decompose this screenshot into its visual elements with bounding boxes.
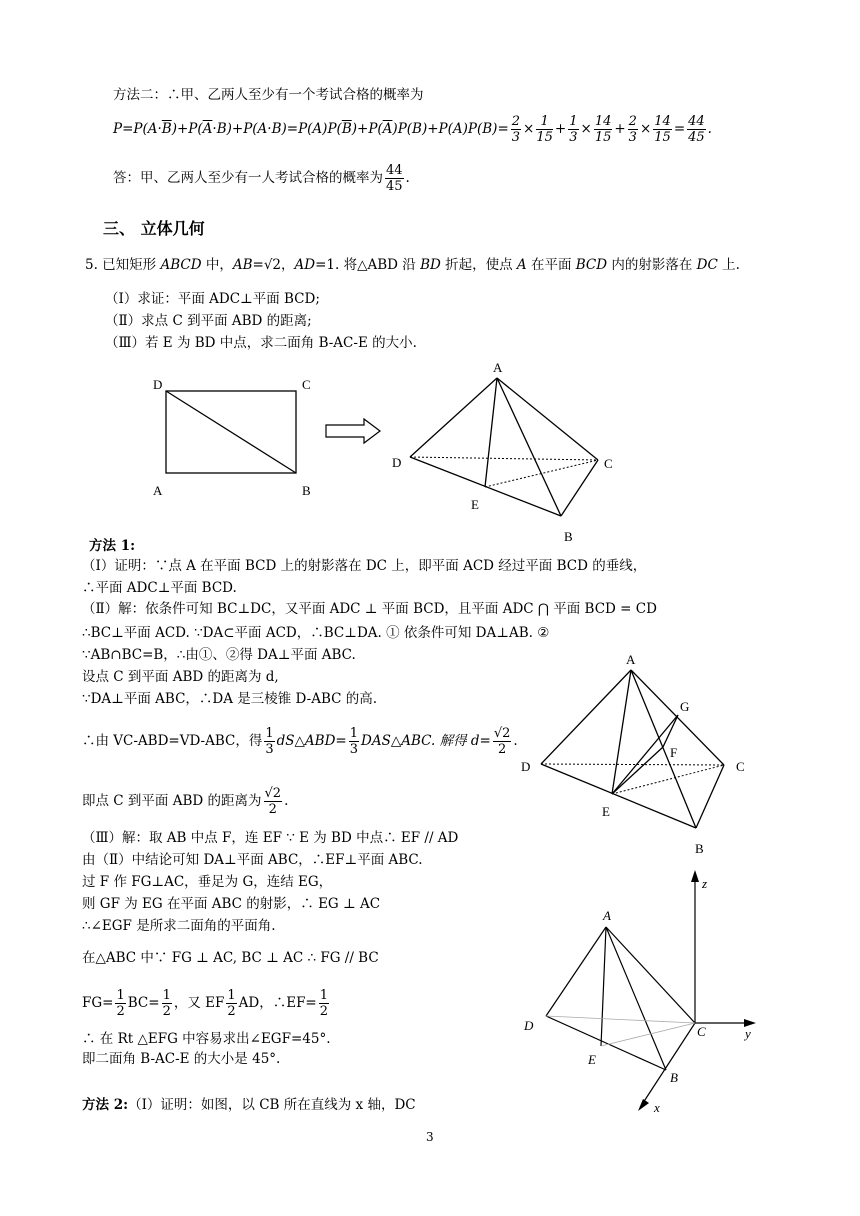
probability-formula: $P=P(A\cdot\overline{B})+P(\overline{A}\cdot B)+P(A\cdot B)=P(A)P(\overline{B})+P(\overline{A})P(B)+P(A)P(B)=$ $\frac{2}{3}$ × $\frac{1}{15}$ + $\frac{1}{3}$ × $\frac{14}{15}$ + $\frac{2}{3}$ × $\frac{14}{15}$ = $\frac{44}{45}$ . <box>113 114 712 145</box>
m1-line-6: 设点 C 到平面 ABD 的距离为 d, <box>82 669 279 685</box>
label-d4: D <box>524 1018 534 1033</box>
label-e2: E <box>471 497 479 512</box>
fraction: $\frac{1}{2}$ <box>319 988 329 1019</box>
fraction: $\frac{1}{3}$ <box>569 114 578 145</box>
m1-line-18: 即二面角 B-AC-E 的大小是 45°. <box>82 1051 281 1067</box>
label-y: y <box>745 1026 751 1041</box>
label-a2: A <box>493 360 503 375</box>
answer-line: 答：甲、乙两人至少有一人考试合格的概率为 $\frac{44}{45}$ . <box>113 163 410 194</box>
method2-intro: 方法二：∴甲、乙两人至少有一个考试合格的概率为 <box>113 87 424 103</box>
fraction: $\frac{√2}{2}$ <box>493 726 511 757</box>
fraction: $\frac{√2}{2}$ <box>264 786 282 817</box>
fraction: $\frac{1}{2}$ <box>116 988 125 1019</box>
label-z: z <box>702 876 708 891</box>
label-c3: C <box>736 759 745 774</box>
label-e4: E <box>588 1052 596 1067</box>
m1-line-17: ∴ 在 Rt △EFG 中容易求出∠EGF=45°. <box>82 1031 331 1047</box>
m1-line-3: （Ⅱ）解：依条件可知 BC⊥DC，又平面 ADC ⊥ 平面 BCD，且平面 ADC ⋂ 平面 BCD = CD <box>82 601 657 617</box>
label-b2: B <box>564 529 573 544</box>
m1-line-13: 则 GF 为 EG 在平面 ABC 的射影，∴ EG ⊥ AC <box>82 896 381 912</box>
m1-line-1: （Ⅰ）证明：∵点 A 在平面 BCD 上的射影落在 DC 上，即平面 ACD 经过平面 BCD 的垂线， <box>82 558 647 574</box>
fraction: $\frac{1}{2}$ <box>227 988 236 1019</box>
m1-line-4: ∴BC⊥平面 ACD. ∵DA⊂平面 ACD，∴BC⊥DA. ① 依条件可知 DA⊥AB. ② <box>82 625 550 641</box>
label-a3: A <box>626 652 636 667</box>
label-e3: E <box>602 804 610 819</box>
problem-stem: 5. 已知矩形 ABCD 中，AB=√2，AD=1. 将△ABD 沿 BD 折起，使点 A 在平面 BCD 内的射影落在 DC 上. <box>85 257 740 273</box>
method2-line: 方法 2:（Ⅰ）证明：如图，以 CB 所在直线为 x 轴，DC <box>82 1097 416 1113</box>
label-d3: D <box>521 759 531 774</box>
label-b1: B <box>302 483 311 498</box>
question-1: （Ⅰ）求证：平面 ADC⊥平面 BCD; <box>105 291 320 307</box>
m1-line-10: （Ⅲ）解：取 AB 中点 F，连 EF ∵ E 为 BD 中点∴ EF // AD <box>82 830 459 846</box>
label-c1: C <box>302 377 311 392</box>
section-title: 三、 立体几何 <box>103 219 205 238</box>
question-3: （Ⅲ）若 E 为 BD 中点，求二面角 B-AC-E 的大小. <box>105 335 417 351</box>
page-number: 3 <box>426 1130 434 1144</box>
label-a4: A <box>603 908 611 923</box>
question-2: （Ⅱ）求点 C 到平面 ABD 的距离; <box>105 313 312 329</box>
label-d2: D <box>392 455 402 470</box>
label-b3: B <box>695 841 704 856</box>
fraction: $\frac{14}{15}$ <box>594 114 612 145</box>
m1-line-12: 过 F 作 FG⊥AC，垂足为 G，连结 EG， <box>82 874 333 890</box>
label-d1: D <box>153 377 163 392</box>
m1-line-9: 即点 C 到平面 ABD 的距离为 $\frac{√2}{2}$ . <box>82 786 289 817</box>
label-g3: G <box>680 699 690 714</box>
fraction: $\frac{2}{3}$ <box>511 114 521 145</box>
fraction: $\frac{2}{3}$ <box>628 114 637 145</box>
label-c4: C <box>697 1024 706 1039</box>
label-a1: A <box>153 483 163 498</box>
m1-line-11: 由（Ⅱ）中结论可知 DA⊥平面 ABC，∴EF⊥平面 ABC. <box>82 852 423 868</box>
label-c2: C <box>604 456 613 471</box>
fraction: $\frac{14}{15}$ <box>654 114 671 145</box>
label-b4: B <box>670 1070 678 1085</box>
m1-line-5: ∵AB∩BC=B，∴由①、②得 DA⊥平面 ABC. <box>82 647 356 663</box>
fraction: $\frac{1}{3}$ <box>265 726 274 757</box>
m1-line-7: ∵DA⊥平面 ABC，∴DA 是三棱锥 D-ABC 的高. <box>82 691 378 707</box>
fraction: $\frac{44}{45}$ <box>386 163 403 194</box>
m1-line-2: ∴平面 ADC⊥平面 BCD. <box>82 580 237 596</box>
label-f3: F <box>670 745 678 760</box>
method1-title: 方法 1: <box>89 538 136 554</box>
label-x: x <box>654 1100 660 1115</box>
m1-line-15: 在△ABC 中∵ FG ⊥ AC, BC ⊥ AC ∴ FG // BC <box>82 950 379 966</box>
m1-line-16: FG= $\frac{1}{2}$ BC= $\frac{1}{2}$ ，又 EF $\frac{1}{2}$ AD，∴EF= $\frac{1}{2}$ <box>82 988 329 1019</box>
fraction: $\frac{44}{45}$ <box>688 114 705 145</box>
fraction: $\frac{1}{15}$ <box>536 114 553 145</box>
m1-line-14: ∴∠EGF 是所求二面角的平面角. <box>82 918 276 934</box>
m1-line-8: ∴由 VC-ABD=VD-ABC，得 $\frac{1}{3}$ dS△ABD= $\frac{1}{3}$ DAS△ABC. 解得 d= $\frac{√2}{2}$ . <box>82 726 518 757</box>
fraction: $\frac{1}{2}$ <box>162 988 171 1019</box>
fraction: $\frac{1}{3}$ <box>349 726 359 757</box>
